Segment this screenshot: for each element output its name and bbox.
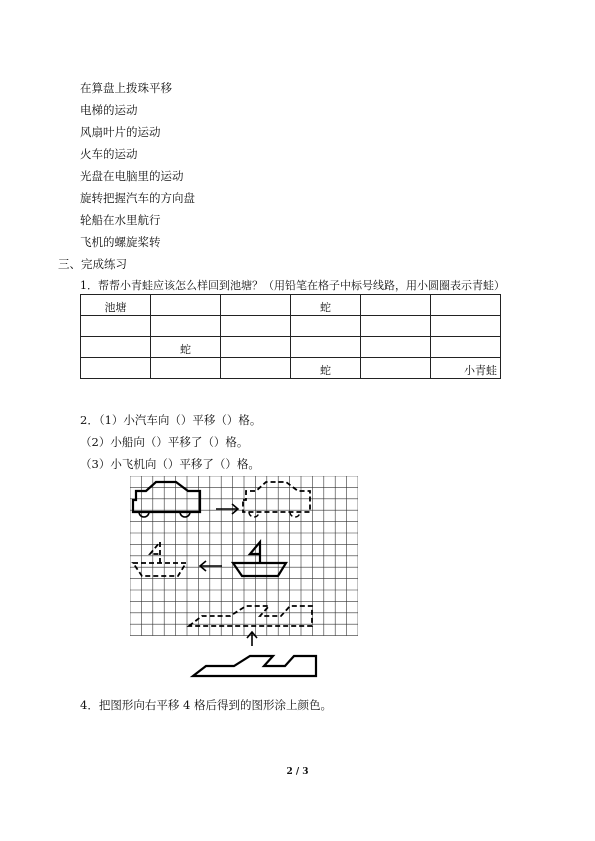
list-item-7: 轮船在水里航行 [80,213,161,227]
section-heading: 三、完成练习 [58,257,127,271]
list-item-8: 飞机的螺旋桨转 [80,235,161,249]
question-2-part-2: （2）小船向（）平移了（）格。 [80,435,249,449]
table-cell[interactable] [151,295,221,316]
table-cell[interactable] [81,358,151,379]
list-item-5: 光盘在电脑里的运动 [80,169,184,183]
table-cell[interactable] [361,316,431,337]
table-cell[interactable] [151,316,221,337]
table-row [81,316,501,337]
frog-grid-table [80,294,501,379]
table-cell[interactable] [221,358,291,379]
question-2-part-3: （3）小飞机向（）平移了（）格。 [80,457,260,471]
table-cell[interactable] [151,358,221,379]
table-cell[interactable] [221,316,291,337]
table-cell[interactable] [291,337,361,358]
page-number: 2 / 3 [286,767,309,777]
table-cell[interactable] [431,337,501,358]
table-row [81,337,501,358]
question-4: 4．把图形向右平移 4 格后得到的图形涂上颜色。 [80,698,332,712]
table-cell[interactable] [81,316,151,337]
table-cell[interactable] [431,295,501,316]
table-row [81,295,501,316]
table-cell[interactable] [291,316,361,337]
table-cell[interactable] [221,295,291,316]
table-cell[interactable] [221,337,291,358]
table-cell[interactable] [81,337,151,358]
list-item-1: 在算盘上拨珠平移 [80,81,172,95]
table-cell[interactable]: 蛇 [291,358,361,379]
list-item-3: 风扇叶片的运动 [80,125,161,139]
plane-original-icon [193,656,316,676]
table-cell[interactable]: 蛇 [291,295,361,316]
table-cell[interactable] [361,295,431,316]
table-row [81,358,501,379]
table-cell[interactable]: 池塘 [81,295,151,316]
table-cell[interactable]: 小青蛙 [431,358,501,379]
question-2-part-1: 2．（1）小汽车向（）平移（）格。 [80,413,262,427]
table-cell[interactable] [361,337,431,358]
list-item-4: 火车的运动 [80,147,138,161]
table-cell[interactable] [431,316,501,337]
table-cell[interactable] [361,358,431,379]
table-cell[interactable]: 蛇 [151,337,221,358]
plane-original-layer [130,476,358,696]
list-item-2: 电梯的运动 [80,103,138,117]
list-item-6: 旋转把握汽车的方向盘 [80,191,195,205]
question-1: 1．帮帮小青蛙应该怎么样回到池塘？（用铅笔在格子中标号线路，用小圆圈表示青蛙） [80,279,505,292]
